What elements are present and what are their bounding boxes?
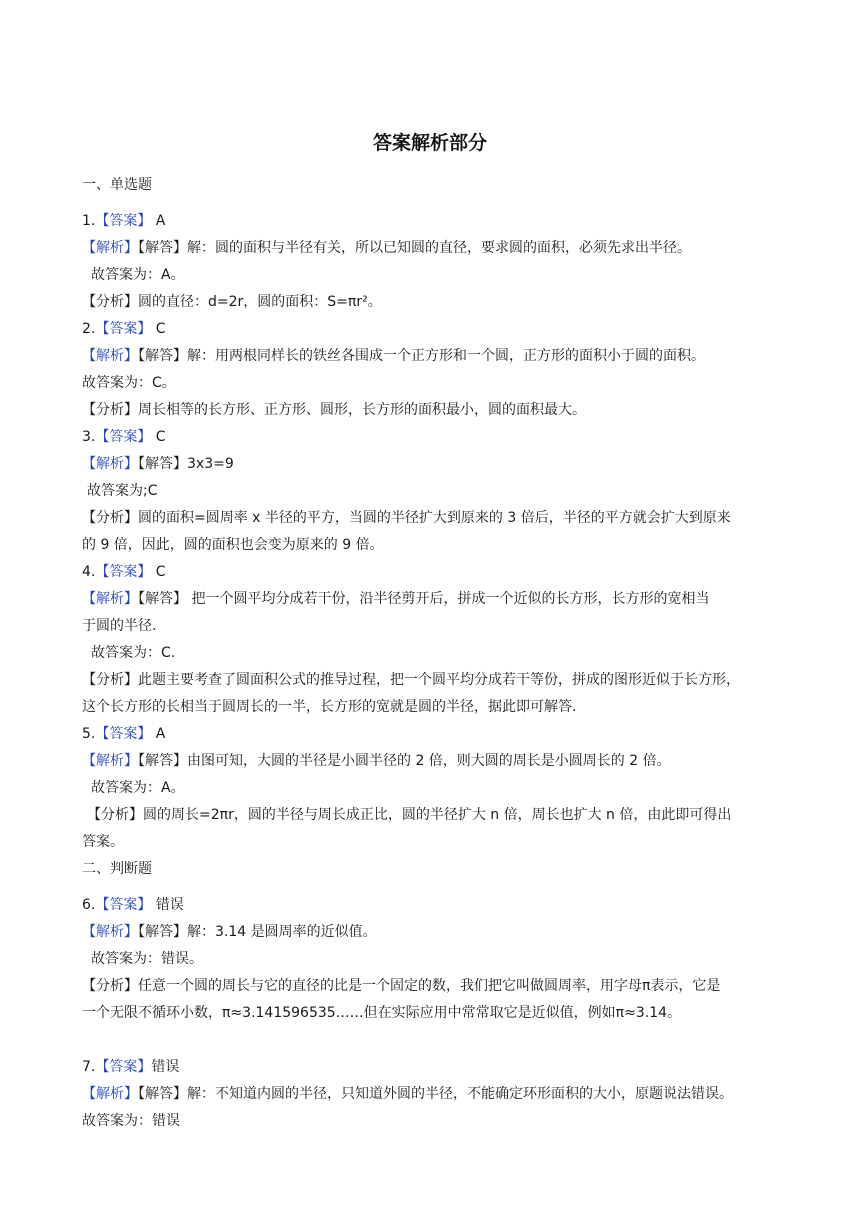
question-4-solution-line-2: 于圆的半径.	[82, 618, 157, 634]
answer-value: C	[151, 429, 166, 445]
question-3-solution-line	[82, 454, 234, 474]
question-1-analysis: 【分析】圆的直径：d=2r，圆的面积：S=πr²。	[82, 294, 382, 310]
question-1-answer-line	[82, 211, 165, 231]
question-6-conclusion: 故答案为：错误。	[91, 951, 203, 967]
question-1-solution-line	[82, 238, 691, 258]
question-6-analysis-line-2: 一个无限不循环小数，π≈3.141596535……但在实际应用中常常取它是近似值，例如π≈3.14。	[82, 1005, 682, 1021]
question-4-answer-line	[82, 562, 166, 582]
question-7-answer-line	[82, 1057, 179, 1077]
question-2-conclusion: 故答案为：C。	[82, 375, 176, 391]
answer-value: A	[151, 213, 166, 229]
question-5-solution-line	[82, 751, 671, 771]
question-number: 6.	[82, 897, 96, 913]
question-5-analysis-line-1: 【分析】圆的周长=2πr，圆的半径与周长成正比，圆的半径扩大 n 倍，周长也扩大 n 倍，由此即可得出	[87, 807, 732, 823]
question-1-conclusion: 故答案为：A。	[91, 267, 185, 283]
question-number: 7.	[82, 1059, 96, 1075]
answer-tag: 【答案】	[95, 213, 152, 229]
solution-text: 【解答】3x3=9	[138, 456, 234, 472]
question-number: 5.	[82, 726, 96, 742]
solution-text: 【解答】解：不知道内圆的半径，只知道外圆的半径，不能确定环形面积的大小，原题说法错误。	[138, 1086, 733, 1102]
answer-tag: 【答案】	[95, 429, 152, 445]
question-6-solution-line	[82, 922, 377, 942]
answer-tag: 【答案】	[95, 564, 152, 580]
question-3-conclusion: 故答案为;C	[87, 483, 158, 499]
analysis-tag: 【解析】	[82, 456, 138, 472]
answer-value: C	[151, 564, 166, 580]
answer-tag: 【答案】	[95, 897, 152, 913]
answer-tag: 【答案】	[95, 321, 152, 337]
question-number: 1.	[82, 213, 96, 229]
analysis-tag: 【解析】	[82, 753, 138, 769]
solution-text: 【解答】解：3.14 是圆周率的近似值。	[138, 924, 377, 940]
analysis-tag: 【解析】	[82, 591, 138, 607]
question-2-analysis: 【分析】周长相等的长方形、正方形、圆形，长方形的面积最小，圆的面积最大。	[82, 402, 586, 418]
question-6-answer-line	[82, 895, 184, 915]
question-2-solution-line	[82, 346, 705, 366]
solution-text: 【解答】解：圆的面积与半径有关，所以已知圆的直径，要求圆的面积，必须先求出半径。	[138, 240, 691, 256]
answer-tag: 【答案】	[95, 726, 152, 742]
answer-value: C	[151, 321, 166, 337]
answer-tag: 【答案】	[95, 1059, 152, 1075]
question-6-analysis-line-1: 【分析】任意一个圆的周长与它的直径的比是一个固定的数，我们把它叫做圆周率，用字母π表示，它是	[82, 978, 721, 994]
question-5-conclusion: 故答案为：A。	[91, 780, 185, 796]
answer-value: 错误	[151, 1059, 180, 1075]
question-number: 3.	[82, 429, 96, 445]
question-5-answer-line	[82, 724, 165, 744]
question-3-analysis-line-1: 【分析】圆的面积=圆周率 x 半径的平方，当圆的半径扩大到原来的 3 倍后，半径的平方就会扩大到原来	[82, 510, 731, 526]
question-number: 2.	[82, 321, 96, 337]
section-heading-single-choice: 一、单选题	[82, 177, 152, 193]
question-4-solution-line-1	[82, 589, 709, 609]
question-5-analysis-line-2: 答案。	[82, 834, 124, 850]
solution-text: 【解答】由图可知，大圆的半径是小圆半径的 2 倍，则大圆的周长是小圆周长的 2 倍。	[138, 753, 671, 769]
page-title: 答案解析部分	[372, 132, 487, 154]
analysis-tag: 【解析】	[82, 348, 138, 364]
solution-text: 【解答】解：用两根同样长的铁丝各围成一个正方形和一个圆，正方形的面积小于圆的面积。	[138, 348, 705, 364]
question-3-answer-line	[82, 427, 166, 447]
question-7-solution-line	[82, 1084, 733, 1104]
question-number: 4.	[82, 564, 96, 580]
question-2-answer-line	[82, 319, 166, 339]
analysis-tag: 【解析】	[82, 1086, 138, 1102]
analysis-tag: 【解析】	[82, 240, 138, 256]
question-4-analysis-line-1: 【分析】此题主要考查了圆面积公式的推导过程，把一个圆平均分成若干等份，拼成的图形近似于长方形，	[82, 672, 740, 688]
question-7-conclusion: 故答案为：错误	[82, 1113, 180, 1129]
question-4-analysis-line-2: 这个长方形的长相当于圆周长的一半，长方形的宽就是圆的半径，据此即可解答.	[82, 699, 577, 715]
question-3-analysis-line-2: 的 9 倍，因此，圆的面积也会变为原来的 9 倍。	[82, 537, 384, 553]
answer-value: A	[151, 726, 166, 742]
section-heading-true-false: 二、判断题	[82, 861, 152, 877]
answer-value: 错误	[151, 897, 184, 913]
analysis-tag: 【解析】	[82, 924, 138, 940]
solution-text: 【解答】 把一个圆平均分成若干份，沿半径剪开后，拼成一个近似的长方形，长方形的宽相当	[138, 591, 710, 607]
question-4-conclusion: 故答案为：C.	[91, 645, 176, 661]
